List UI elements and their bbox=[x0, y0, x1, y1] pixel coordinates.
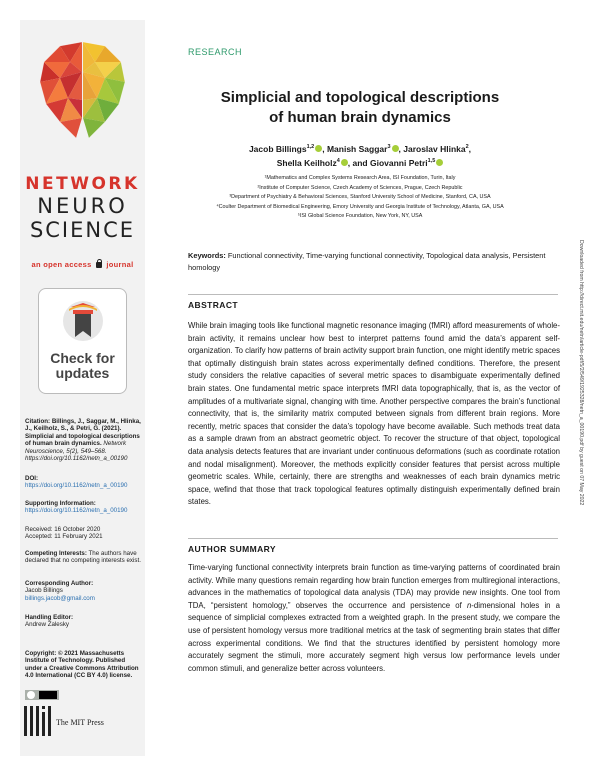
author-summary-heading: AUTHOR SUMMARY bbox=[188, 544, 276, 554]
cc-by-icon bbox=[25, 690, 59, 700]
article-title: Simplicial and topological descriptions of human brain dynamics bbox=[220, 89, 500, 126]
brand-network: NETWORK bbox=[25, 174, 140, 194]
journal-sidebar bbox=[20, 20, 145, 756]
journal-text: journal bbox=[106, 260, 134, 269]
competing-interests-block: Competing Interests: The authors have declared that no competing interests exist. bbox=[25, 550, 141, 565]
copyright-block: Copyright: © 2021 Massachusetts Institute of Technology. Published under a Creative Commons Attribution 4.0 International (CC BY 4.0) license. bbox=[25, 650, 139, 680]
orcid-icon[interactable] bbox=[392, 145, 399, 152]
download-note: Downloaded from http://direct.mit.edu/netn/article-pdf/5/2/549/1925328/netn_a_00190.pdf by guest on 07 May 2022 bbox=[578, 240, 584, 506]
abstract-heading: ABSTRACT bbox=[188, 300, 238, 310]
orcid-icon[interactable] bbox=[341, 159, 348, 166]
author-list: Jacob Billings$^{1,2}$ , Manish Saggar$^3$ , Jaroslav Hlinka$^2$, Shella Keilholz$^4$ , and Giovanni Petri$^{1,5}$ bbox=[248, 143, 472, 168]
divider bbox=[188, 538, 558, 539]
corresponding-author-block: Corresponding Author: Jacob Billings billings.jacob@gmail.com bbox=[25, 580, 143, 602]
mit-press-logo-icon bbox=[20, 706, 54, 736]
editor-block: Handling Editor: Andrew Zalesky bbox=[25, 614, 74, 629]
bookmark-icon bbox=[61, 299, 105, 347]
section-label: RESEARCH bbox=[188, 47, 243, 57]
check-for-updates-label: Check for updates bbox=[50, 350, 115, 381]
orcid-icon[interactable] bbox=[436, 159, 443, 166]
abstract-text: While brain imaging tools like functional magnetic resonance imaging (fMRI) afford measurements of whole-brain activity, it remains unclear how best to interpret patterns found amid the data’s apparent self-organization. To clarify how patterns of brain activity support brain function, one might identify metric spaces that optimally distinguish brain states across experimentally defined conditions. Therefore, the present study considers the relative capacities of several metric spaces to disambiguate experimentally defined brain states. One fundamental metric space interprets fMRI data topographically, that is, as the vector of amplitudes of a multivariate signal, changing with time. Another perspective compares the brain’s functional connectivity, that is, the similarity matrix computed between signals from different brain regions. More recently, metric spaces that consider the data’s topology have become available. Such methods treat data as a sample drawn from an abstract geometric object. To recover the structure of that object, topological data analysis detects features that are invariant under continuous deformations (such as coordinate rotation and nodal misalignment). Moreover, the methods explicitly consider features that persist across multiple geometric scales. While, certainly, there are strengths and weaknesses of each brain dynamics metric space, wefind that those that track topological features optimally distinguish experimentally defined brain states. bbox=[188, 321, 560, 507]
brand-neuro: NEURO bbox=[37, 194, 128, 218]
check-for-updates-button[interactable] bbox=[38, 288, 127, 394]
lock-icon bbox=[96, 262, 102, 268]
brain-logo-icon bbox=[20, 20, 145, 170]
doi-link[interactable]: https://doi.org/10.1162/netn_a_00190 bbox=[25, 482, 128, 490]
orcid-icon[interactable] bbox=[315, 145, 322, 152]
divider bbox=[188, 294, 558, 295]
supporting-info-link[interactable]: https://doi.org/10.1162/netn_a_00190 bbox=[25, 507, 128, 515]
open-access-label bbox=[20, 260, 145, 269]
brand-science: SCIENCE bbox=[29, 218, 136, 242]
publisher-label: The MIT Press bbox=[56, 718, 104, 727]
open-access-text: an open access bbox=[31, 260, 92, 269]
citation-block: Citation: Billings, J., Saggar, M., Hlinka, J., Keilholz, S., & Petri, G. (2021). Simplicial and topological descriptions of human brain dynamics. Network Neuroscience, 5(2), 549–568. https://doi.org/10.1162/netn_a_00190 bbox=[25, 418, 141, 463]
keywords: Keywords: Functional connectivity, Time-varying functional connectivity, Topological data analysis, Persistent homology bbox=[188, 251, 546, 272]
doi-block: DOI: https://doi.org/10.1162/netn_a_00190 bbox=[25, 475, 143, 490]
affiliations: ¹Mathematics and Complex Systems Research Area, ISI Foundation, Turin, Italy ²Institute of Computer Science, Czech Academy of Sciences, Prague, Czech Republic ³Department of Psychiatry & Behavioral Sciences, Stanford University School of Medicine, Stanford, CA, USA ⁴Coulter Department of Biomedical Engineering, Emory University and Georgia Institute of Technology, Atlanta, GA, USA ⁵ISI Global Science Foundation, New York, NY, USA bbox=[216, 175, 504, 219]
supporting-info-block: Supporting Information: https://doi.org/10.1162/netn_a_00190 bbox=[25, 500, 143, 515]
dates-block: Received: 16 October 2020 Accepted: 11 February 2021 bbox=[25, 526, 103, 541]
email-link[interactable]: billings.jacob@gmail.com bbox=[25, 594, 95, 602]
author-summary-text: Time-varying functional connectivity interprets brain function as time-varying patterns of coordinated brain activity. While many questions remain regarding how brain function emerges from multiregional interactions, advances in the mathematics of topological data analysis (TDA) may provide new insights. One tool from TDA, “persistent homology,” observes the occurrence and persistence of n-dimensional holes in a sequence of simplicial complexes extracted from a weighted graph. In the present study, we compare the use of persistent homology versus more traditional metrics at the task of segmenting brain states that differ across experimental conditions. We find that the structures identified by persistent homology more accurately segment the stimuli, more accurately segment high versus low performance levels under common stimuli, and generalize better across volunteers. bbox=[188, 563, 561, 673]
